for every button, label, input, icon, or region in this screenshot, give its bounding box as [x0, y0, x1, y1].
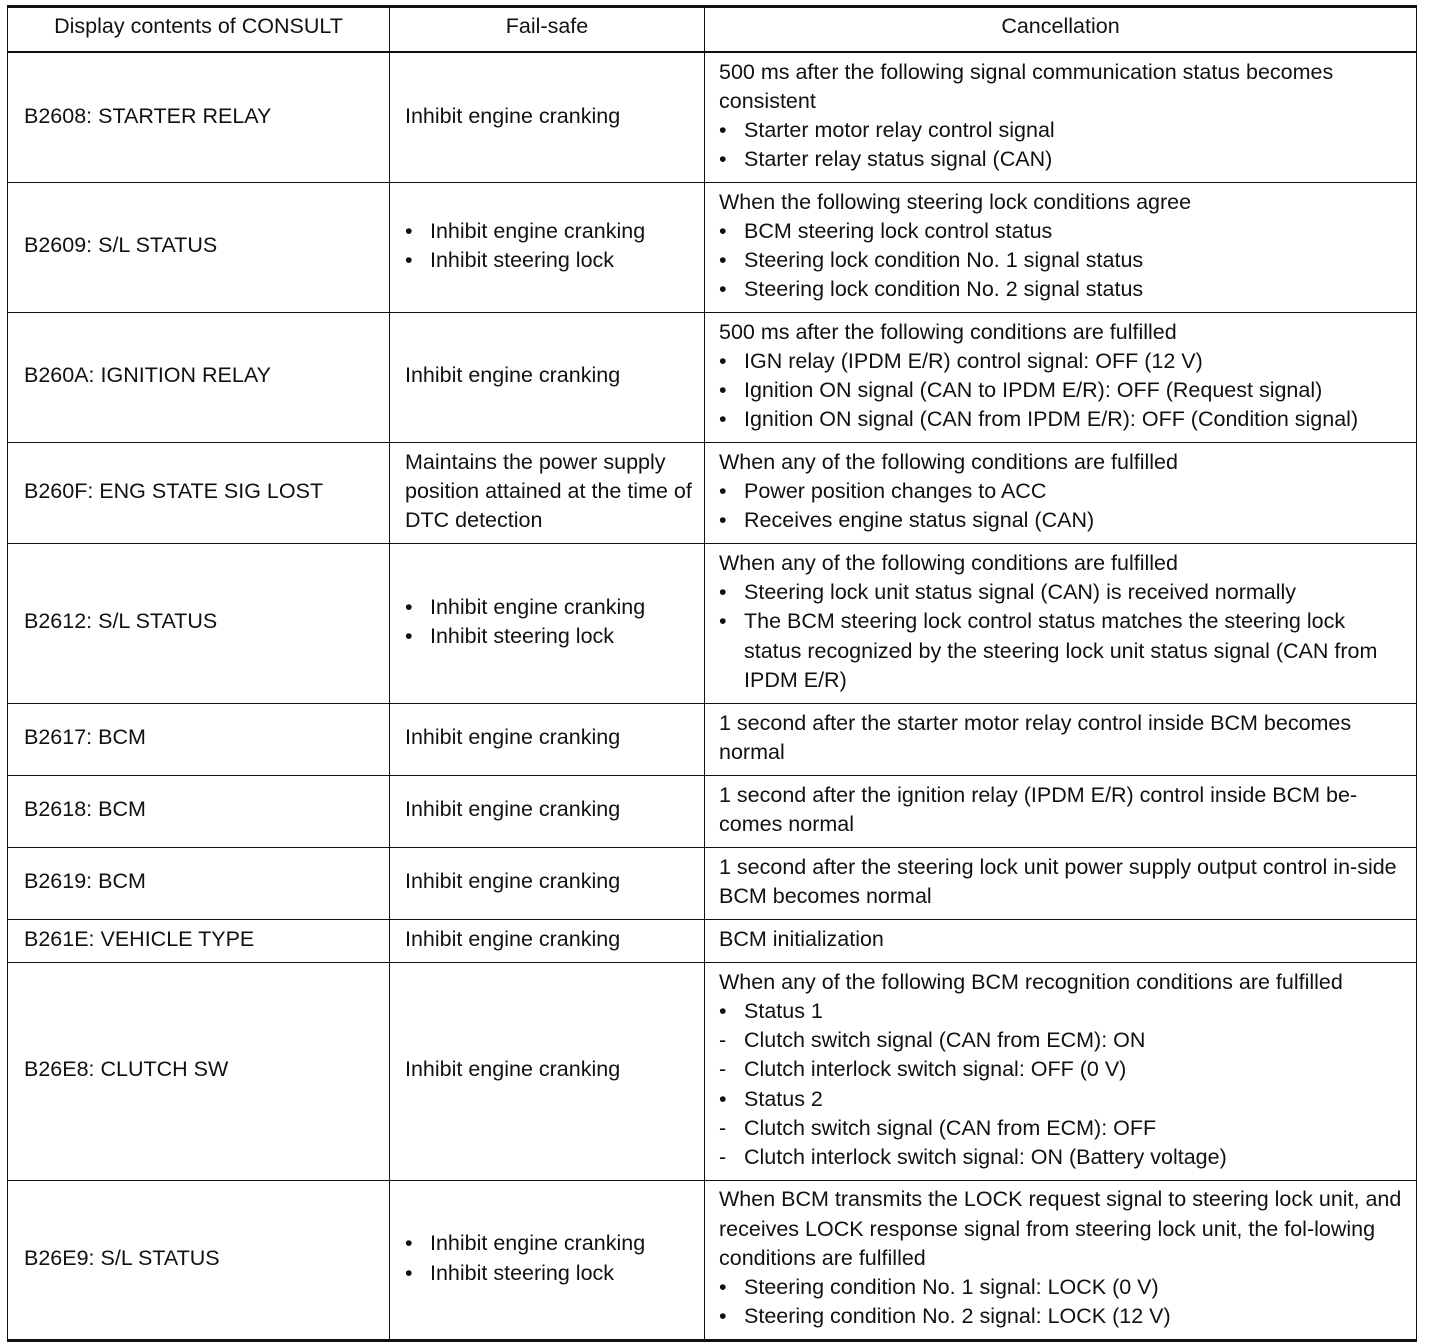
cancellation-list — [719, 217, 1406, 305]
table-row — [8, 312, 1417, 442]
cancellation-list — [719, 1273, 1406, 1331]
bullet-marker: - — [719, 1057, 727, 1082]
list-item — [719, 246, 1406, 275]
failsafe-cell — [390, 775, 705, 847]
cancellation-cell — [705, 543, 1417, 703]
bullet-marker: - — [719, 1115, 727, 1140]
cancellation-cell — [705, 182, 1417, 312]
list-item-text: Clutch interlock switch signal: ON (Battery voltage) — [744, 1145, 1227, 1169]
list-item-text: Receives engine status signal (CAN) — [744, 508, 1095, 533]
cancellation-cell — [705, 442, 1417, 543]
cancellation-text: 500 ms after the following signal communication status becomes consistent — [719, 59, 1334, 114]
list-item-text: Clutch switch signal (CAN from ECM): ON — [744, 1028, 1146, 1053]
failsafe-cell — [390, 962, 705, 1180]
header-failsafe: Fail-safe — [390, 7, 705, 53]
list-item-text: BCM steering lock control status — [744, 218, 1053, 243]
list-item — [405, 246, 694, 275]
failsafe-text: Inhibit engine cranking — [405, 926, 621, 951]
consult-cell: B261E: VEHICLE TYPE — [8, 919, 390, 962]
cancellation-cell — [705, 919, 1417, 962]
bullet-marker: • — [405, 624, 413, 648]
consult-cell: B260A: IGNITION RELAY — [8, 312, 390, 442]
consult-cell: B2608: STARTER RELAY — [8, 52, 390, 182]
cancellation-cell — [705, 703, 1417, 775]
failsafe-text: Inhibit engine cranking — [405, 725, 621, 750]
list-item-text: Clutch interlock switch signal: OFF (0 V) — [744, 1057, 1127, 1082]
failsafe-list — [405, 593, 694, 651]
header-consult: Display contents of CONSULT — [8, 7, 390, 53]
failsafe-cell — [390, 847, 705, 919]
cancellation-text: When BCM transmits the LOCK request signal to steering lock unit, and receives LOCK response signal from steering lock unit, the fol-lowing conditions are fulfilled — [719, 1187, 1402, 1270]
cancellation-text: 1 second after the starter motor relay control inside BCM becomes normal — [719, 710, 1352, 764]
failsafe-text: Inhibit engine cranking — [405, 1057, 621, 1082]
list-item-text: Steering lock unit status signal (CAN) is received normally — [744, 580, 1297, 605]
failsafe-text: Inhibit engine cranking — [405, 363, 621, 388]
table-row — [8, 775, 1417, 847]
bullet-marker: • — [719, 407, 727, 432]
bullet-marker: • — [405, 1231, 413, 1256]
bullet-marker: • — [405, 218, 413, 243]
cancellation-list — [719, 477, 1406, 535]
cancellation-text: 500 ms after the following conditions are fulfilled — [719, 319, 1177, 344]
cancellation-cell — [705, 775, 1417, 847]
table-row — [8, 962, 1417, 1180]
bullet-marker: • — [405, 1260, 413, 1285]
table-row — [8, 543, 1417, 703]
bullet-marker: • — [719, 478, 727, 503]
bullet-marker: • — [719, 1086, 727, 1111]
list-item-text: Power position changes to ACC — [744, 478, 1047, 503]
list-item — [719, 217, 1406, 246]
consult-cell: B26E9: S/L STATUS — [8, 1180, 390, 1340]
failsafe-list — [405, 217, 694, 275]
list-item-text: Inhibit engine cranking — [430, 218, 646, 243]
table-row — [8, 847, 1417, 919]
cancellation-cell — [705, 52, 1417, 182]
cancellation-text: When the following steering lock conditions agree — [719, 189, 1192, 214]
table-row — [8, 442, 1417, 543]
list-item — [719, 116, 1406, 145]
list-item-text: IGN relay (IPDM E/R) control signal: OFF (12 V) — [744, 348, 1203, 373]
cancellation-list — [719, 116, 1406, 174]
cancellation-text: 1 second after the steering lock unit power supply output control in-side BCM becomes normal — [719, 854, 1397, 908]
bullet-marker: • — [719, 147, 727, 172]
list-item-text: Starter relay status signal (CAN) — [744, 147, 1053, 172]
failsafe-cell — [390, 442, 705, 543]
table-header-row — [8, 7, 1417, 53]
failsafe-table — [7, 5, 1417, 1342]
list-item-text: Inhibit steering lock — [430, 624, 615, 648]
failsafe-text: Inhibit engine cranking — [405, 103, 621, 128]
list-item-text: Steering condition No. 2 signal: LOCK (12 V) — [744, 1304, 1171, 1329]
list-item-text: Status 2 — [744, 1086, 823, 1111]
failsafe-cell — [390, 52, 705, 182]
list-item — [719, 506, 1406, 535]
bullet-marker: • — [719, 580, 727, 605]
bullet-marker: - — [719, 1028, 727, 1053]
consult-cell: B26E8: CLUTCH SW — [8, 962, 390, 1180]
list-item-text: Inhibit steering lock — [430, 1260, 615, 1285]
consult-cell: B2618: BCM — [8, 775, 390, 847]
list-item — [719, 997, 1406, 1026]
cancellation-cell — [705, 1180, 1417, 1340]
cancellation-text: When any of the following conditions are fulfilled — [719, 550, 1178, 575]
list-item-text: Steering condition No. 1 signal: LOCK (0 V) — [744, 1275, 1159, 1300]
table-row — [8, 703, 1417, 775]
list-item — [719, 1114, 1406, 1143]
table-row — [8, 182, 1417, 312]
list-item — [719, 1026, 1406, 1055]
cancellation-cell — [705, 847, 1417, 919]
list-item — [719, 275, 1406, 304]
list-item — [719, 145, 1406, 174]
bullet-marker: • — [719, 348, 727, 373]
cancellation-list — [719, 997, 1406, 1172]
cancellation-text: 1 second after the ignition relay (IPDM E/R) control inside BCM be-comes normal — [719, 782, 1358, 836]
table-row — [8, 1180, 1417, 1340]
cancellation-text: When any of the following conditions are fulfilled — [719, 449, 1178, 474]
bullet-marker: • — [719, 118, 727, 143]
list-item — [719, 607, 1406, 695]
list-item — [405, 1259, 694, 1288]
list-item — [405, 622, 694, 651]
table-row — [8, 919, 1417, 962]
list-item — [719, 347, 1406, 376]
list-item — [719, 1302, 1406, 1331]
bullet-marker: - — [719, 1145, 727, 1169]
consult-cell: B2612: S/L STATUS — [8, 543, 390, 703]
list-item — [719, 1143, 1406, 1172]
cancellation-text: When any of the following BCM recognition conditions are fulfilled — [719, 969, 1343, 994]
list-item-text: Steering lock condition No. 1 signal status — [744, 248, 1144, 272]
list-item-text: Inhibit steering lock — [430, 248, 615, 272]
failsafe-cell — [390, 543, 705, 703]
list-item-text: Ignition ON signal (CAN from IPDM E/R): OFF (Condition signal) — [744, 407, 1359, 432]
list-item-text: Starter motor relay control signal — [744, 118, 1055, 143]
failsafe-cell — [390, 182, 705, 312]
list-item-text: Status 1 — [744, 998, 823, 1023]
failsafe-cell — [390, 312, 705, 442]
bullet-marker: • — [405, 594, 413, 619]
list-item — [719, 578, 1406, 607]
failsafe-cell — [390, 919, 705, 962]
bullet-marker: • — [719, 998, 727, 1023]
list-item — [719, 1085, 1406, 1114]
cancellation-cell — [705, 962, 1417, 1180]
failsafe-cell — [390, 703, 705, 775]
bullet-marker: • — [719, 277, 727, 302]
list-item — [405, 217, 694, 246]
failsafe-text: Inhibit engine cranking — [405, 797, 621, 822]
list-item — [719, 477, 1406, 506]
failsafe-text: Maintains the power supply position attained at the time of DTC detection — [405, 449, 692, 533]
header-cancellation: Cancellation — [705, 7, 1417, 53]
list-item-text: Steering lock condition No. 2 signal status — [744, 277, 1144, 302]
bullet-marker: • — [719, 378, 727, 402]
bullet-marker: • — [405, 248, 413, 272]
bullet-marker: • — [719, 218, 727, 243]
list-item-text: Inhibit engine cranking — [430, 594, 646, 619]
list-item-text: The BCM steering lock control status matches the steering lock status recognized by the steering lock unit status signal (CAN from IPDM E/R) — [744, 609, 1378, 692]
list-item — [719, 1273, 1406, 1302]
failsafe-cell — [390, 1180, 705, 1340]
list-item — [719, 376, 1406, 405]
consult-cell: B2609: S/L STATUS — [8, 182, 390, 312]
list-item — [405, 1229, 694, 1258]
bullet-marker: • — [719, 248, 727, 272]
cancellation-cell — [705, 312, 1417, 442]
table-body — [8, 52, 1417, 1340]
cancellation-list — [719, 347, 1406, 435]
table-row — [8, 52, 1417, 182]
list-item-text: Clutch switch signal (CAN from ECM): OFF — [744, 1115, 1157, 1140]
list-item-text: Ignition ON signal (CAN to IPDM E/R): OFF (Request signal) — [744, 378, 1323, 402]
consult-cell: B2617: BCM — [8, 703, 390, 775]
list-item — [719, 1055, 1406, 1084]
failsafe-list — [405, 1229, 694, 1287]
list-item — [405, 593, 694, 622]
cancellation-list — [719, 578, 1406, 695]
list-item-text: Inhibit engine cranking — [430, 1231, 646, 1256]
cancellation-text: BCM initialization — [719, 926, 884, 951]
bullet-marker: • — [719, 1304, 727, 1329]
consult-cell: B260F: ENG STATE SIG LOST — [8, 442, 390, 543]
list-item — [719, 405, 1406, 434]
bullet-marker: • — [719, 1275, 727, 1300]
failsafe-text: Inhibit engine cranking — [405, 869, 621, 894]
consult-cell: B2619: BCM — [8, 847, 390, 919]
bullet-marker: • — [719, 609, 727, 634]
bullet-marker: • — [719, 508, 727, 533]
